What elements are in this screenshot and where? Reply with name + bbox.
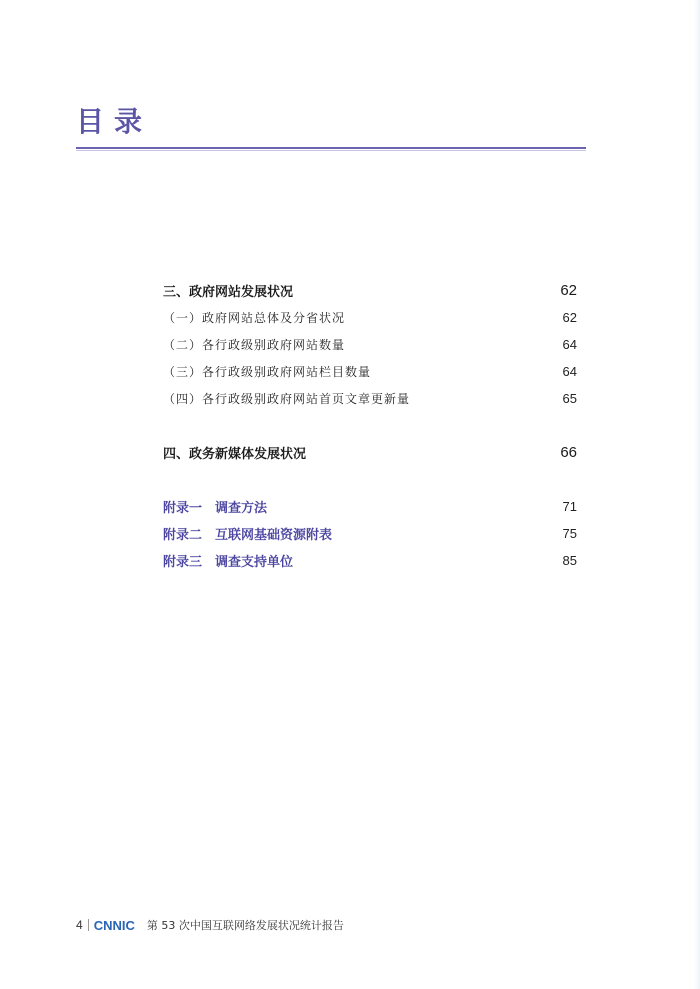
toc-entry-title: 附录一 调查方法: [163, 501, 268, 516]
toc-entry-title: （一）政府网站总体及分省状况: [163, 311, 346, 325]
toc-entry-page: 64: [562, 337, 577, 352]
toc-entry-page: 64: [562, 364, 577, 379]
toc-entry-page: 66: [560, 444, 577, 461]
toc-entry-appendix-3[interactable]: [163, 551, 577, 570]
toc-entry-page: 62: [560, 282, 577, 299]
page-edge-shading: [694, 0, 700, 989]
toc-entry-page: 75: [562, 526, 577, 541]
toc-entry-subsection[interactable]: [163, 309, 577, 326]
toc-entry-title: 附录三 调查支持单位: [163, 555, 294, 570]
title-underline-thin: [76, 150, 586, 151]
page-title: 目录: [76, 105, 153, 138]
toc-entry-appendix-2[interactable]: [163, 524, 577, 543]
toc-entry-page: 85: [562, 553, 577, 568]
toc-entry-title: 三、政府网站发展状况: [163, 285, 294, 300]
cnnic-logo: CNNIC: [93, 917, 135, 933]
toc-entry-subsection[interactable]: [163, 363, 577, 380]
toc-entry-title: （四）各行政级别政府网站首页文章更新量: [163, 392, 411, 406]
toc-entry-page: 65: [562, 391, 577, 406]
toc-entry-subsection[interactable]: [163, 336, 577, 353]
toc-entry-page: 62: [562, 310, 577, 325]
toc-entry-title: 四、政务新媒体发展状况: [163, 447, 307, 462]
toc-entry-title: 附录二 互联网基础资源附表: [163, 528, 333, 543]
title-underline: [76, 147, 586, 149]
page-number: 4: [76, 918, 83, 932]
footer-divider: [88, 919, 89, 931]
toc-entry-section-3[interactable]: [163, 281, 577, 300]
toc-entry-page: 71: [562, 499, 577, 514]
toc-entry-appendix-1[interactable]: [163, 497, 577, 516]
toc-entry-subsection[interactable]: [163, 390, 577, 407]
report-title: 第 53 次中国互联网络发展状况统计报告: [146, 919, 344, 932]
toc-entry-section-4[interactable]: [163, 443, 577, 462]
page-footer: [76, 917, 344, 933]
toc-entry-title: （二）各行政级别政府网站数量: [163, 338, 346, 352]
toc-entry-title: （三）各行政级别政府网站栏目数量: [163, 365, 372, 379]
